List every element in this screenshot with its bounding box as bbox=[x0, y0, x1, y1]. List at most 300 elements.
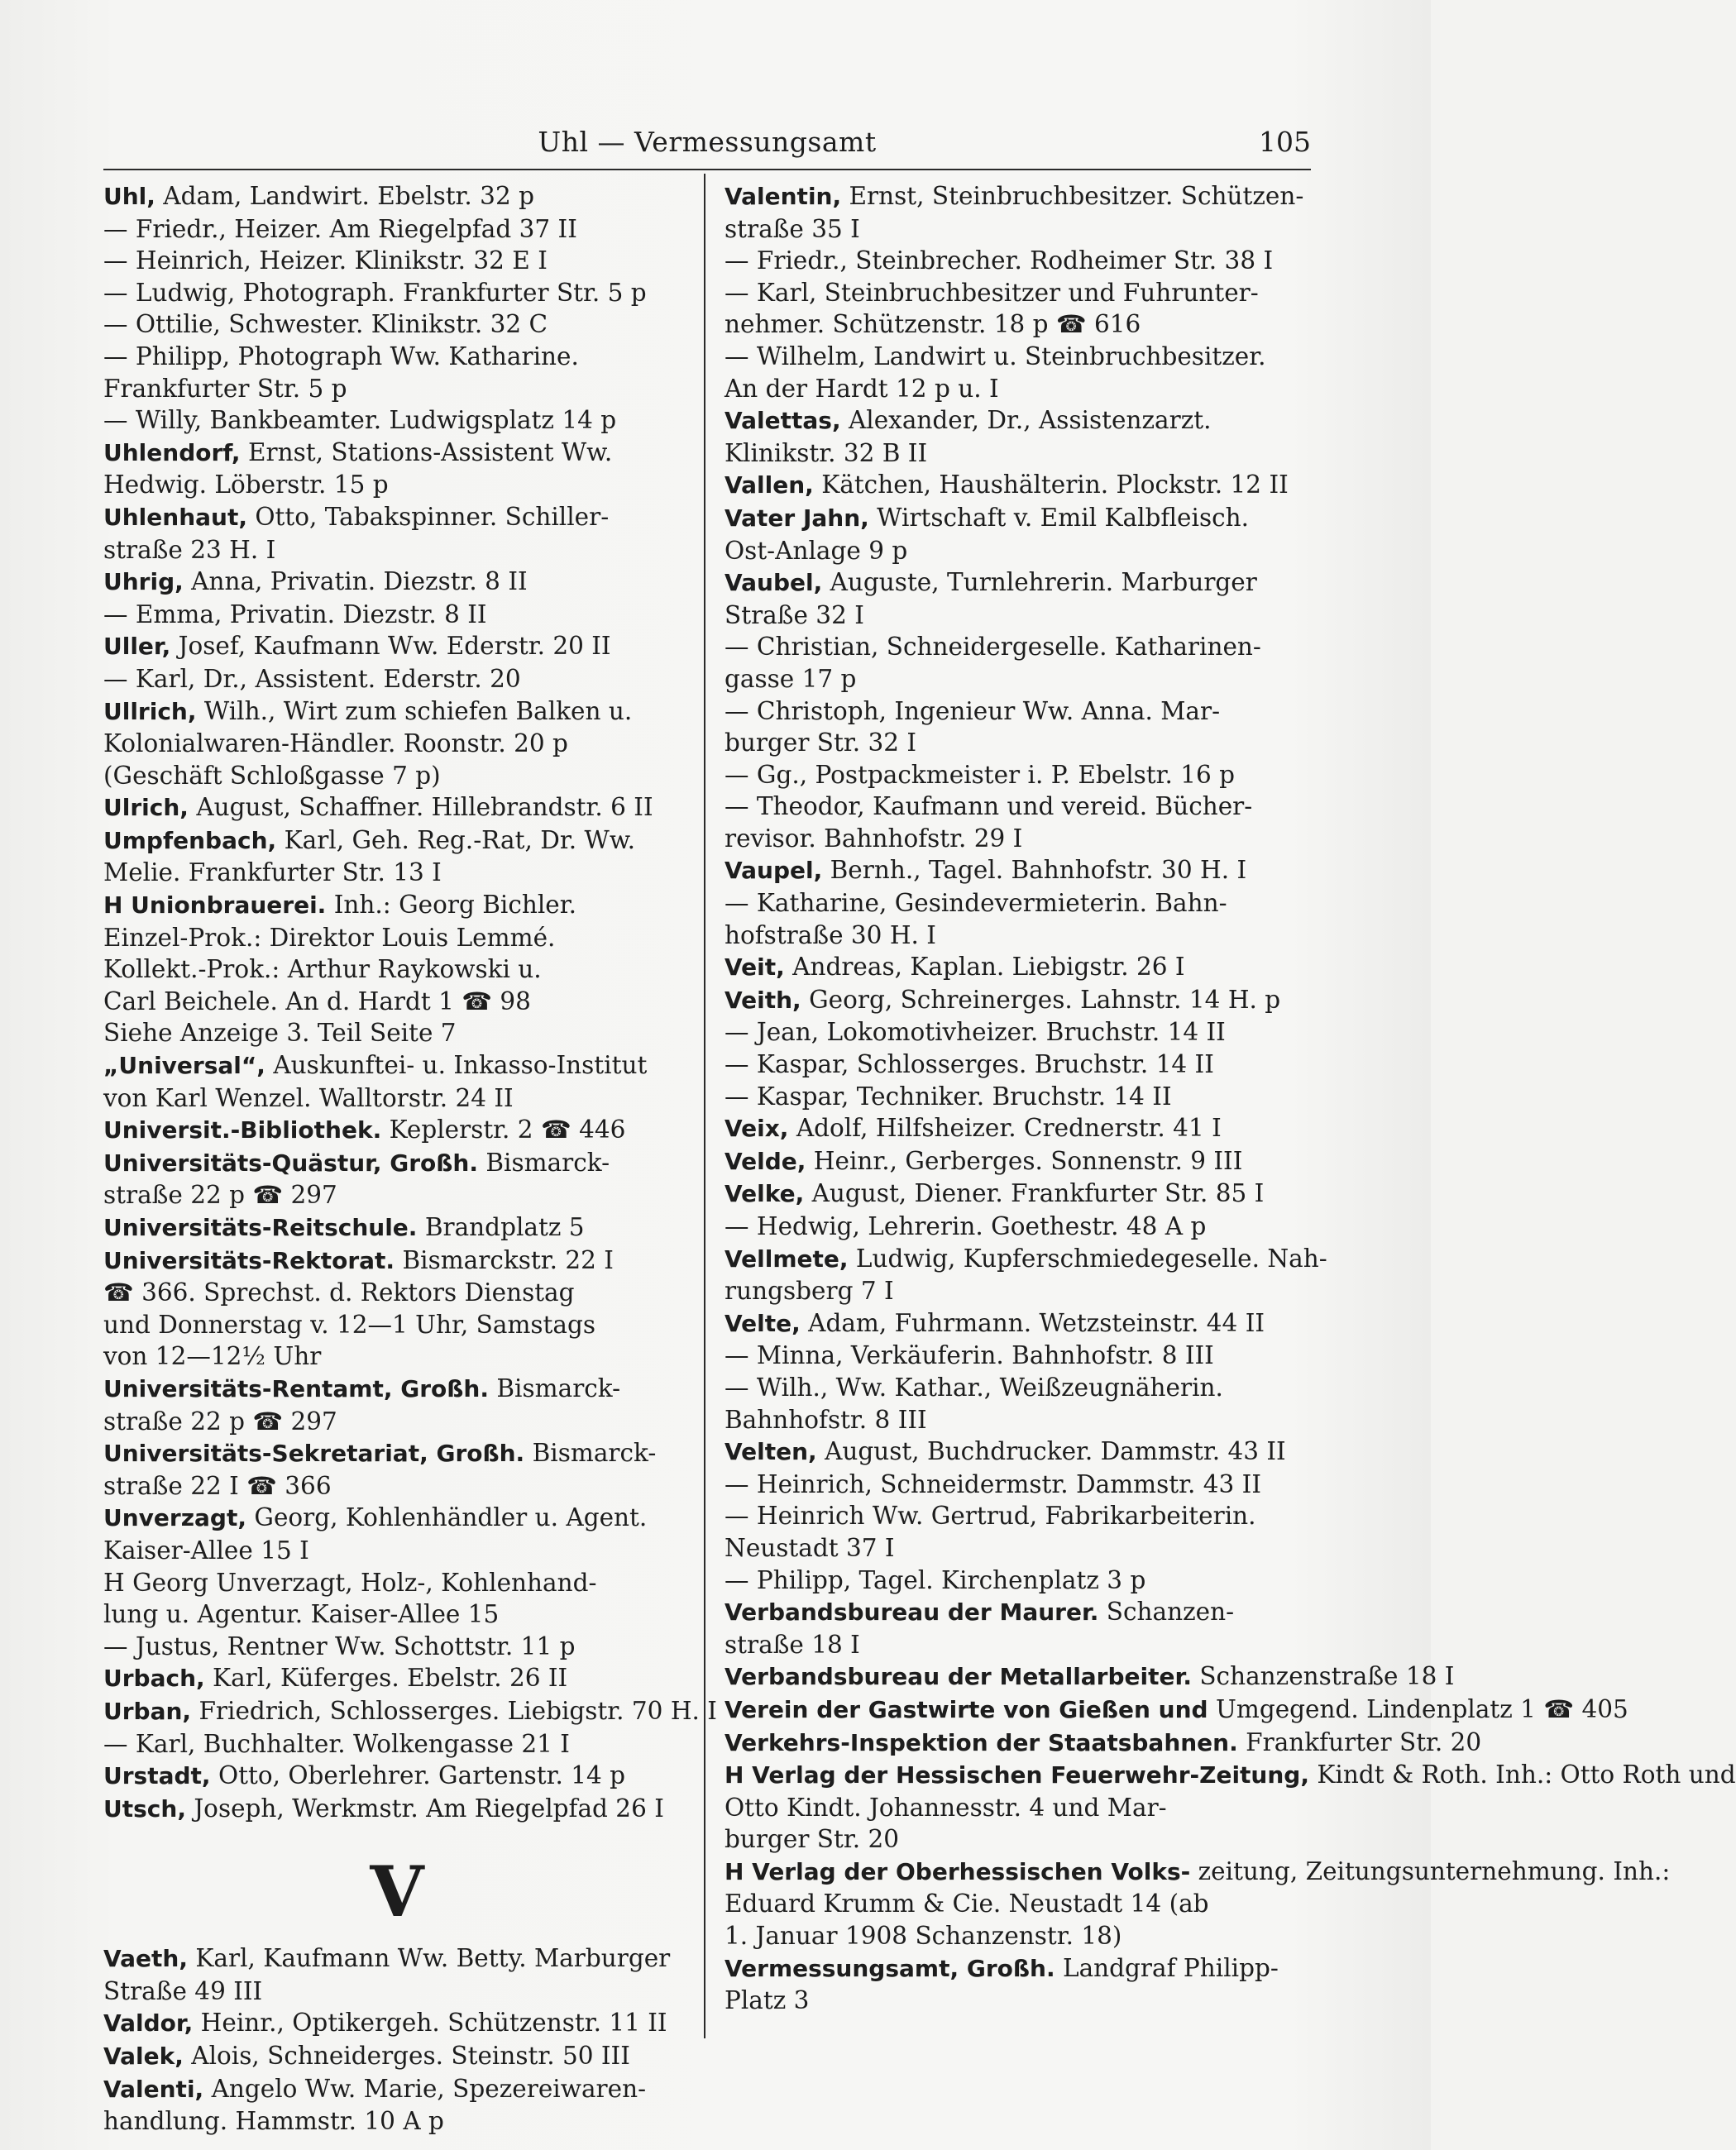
entry-line bbox=[103, 469, 691, 501]
directory-entry bbox=[725, 1211, 1312, 1243]
entry-line bbox=[725, 277, 1312, 309]
entry-text: Eduard Krumm & Cie. Neustadt 14 (ab bbox=[725, 1890, 1209, 1918]
entry-text: Klinikstr. 32 B II bbox=[725, 438, 928, 467]
entry-text: Joseph, Werkmstr. Am Riegelpfad 26 I bbox=[194, 1794, 664, 1823]
entry-text: Otto, Tabakspinner. Schiller- bbox=[255, 502, 610, 531]
entry-text: revisor. Bahnhofstr. 29 I bbox=[725, 824, 1023, 853]
directory-entry bbox=[725, 1243, 1327, 1307]
directory-entry bbox=[725, 1596, 1312, 1660]
entry-text: hofstraße 30 H. I bbox=[725, 920, 936, 949]
entry-line bbox=[103, 1049, 691, 1082]
entry-line bbox=[725, 1596, 1312, 1629]
entry-text: burger Str. 32 I bbox=[725, 729, 917, 757]
entry-line bbox=[725, 404, 1312, 437]
entry-line bbox=[103, 1082, 691, 1115]
directory-entry bbox=[725, 404, 1312, 469]
entry-text: Wirtschaft v. Emil Kalbfleisch. bbox=[877, 503, 1249, 532]
directory-entry bbox=[103, 1567, 691, 1631]
directory-entry bbox=[103, 180, 691, 213]
entry-text: Schanzenstraße 18 I bbox=[1199, 1662, 1455, 1691]
entry-line bbox=[725, 600, 1312, 632]
entry-text: Josef, Kaufmann Ww. Ederstr. 20 II bbox=[178, 632, 611, 661]
entry-name: Ullrich, bbox=[103, 697, 197, 725]
directory-entry bbox=[725, 1016, 1312, 1049]
entry-line bbox=[725, 308, 1312, 341]
directory-entry bbox=[103, 1373, 691, 1437]
entry-text: Ost-Anlage 9 p bbox=[725, 536, 908, 565]
entry-text: Bahnhofstr. 8 III bbox=[725, 1405, 927, 1434]
entry-text: Adam, Fuhrmann. Wetzsteinstr. 44 II bbox=[808, 1308, 1265, 1337]
entry-text: Ernst, Steinbruchbesitzer. Schützen- bbox=[849, 182, 1304, 210]
entry-line bbox=[103, 1211, 691, 1245]
entry-text: straße 22 p ☎ 297 bbox=[103, 1407, 337, 1436]
directory-entry bbox=[103, 791, 691, 824]
page-number: 105 bbox=[1259, 126, 1311, 158]
entry-name: H Verlag der Oberhessischen Volks- bbox=[725, 1857, 1191, 1885]
entry-line bbox=[725, 1952, 1312, 1985]
directory-entry bbox=[103, 2040, 691, 2073]
entry-name: Universit.-Bibliothek. bbox=[103, 1116, 382, 1144]
directory-entry bbox=[725, 1856, 1671, 1952]
entry-text: burger Str. 20 bbox=[725, 1825, 900, 1854]
entry-line bbox=[103, 953, 691, 986]
directory-entry bbox=[103, 566, 691, 599]
entry-line bbox=[725, 373, 1312, 405]
entry-name: Universitäts-Rektorat. bbox=[103, 1246, 395, 1274]
entry-line bbox=[725, 663, 1312, 695]
entry-name: Vallen, bbox=[725, 471, 814, 499]
entry-text: — Ludwig, Photograph. Frankfurter Str. 5 p bbox=[103, 278, 647, 307]
entry-line bbox=[725, 1888, 1312, 1920]
entry-name: Urstadt, bbox=[103, 1762, 211, 1790]
entry-name: Vellmete, bbox=[725, 1245, 849, 1273]
entry-name: Ulrich, bbox=[103, 794, 189, 822]
entry-line bbox=[103, 373, 691, 405]
entry-text: Angelo Ww. Marie, Spezereiwaren- bbox=[211, 2074, 647, 2103]
directory-entry bbox=[725, 1081, 1312, 1113]
entry-name: Universitäts-Quästur, Großh. bbox=[103, 1149, 478, 1177]
entry-line bbox=[725, 984, 1312, 1017]
entry-line bbox=[103, 404, 691, 437]
entry-text: Karl, Kaufmann Ww. Betty. Marburger bbox=[195, 1944, 671, 1973]
entry-line bbox=[725, 1307, 1312, 1340]
entry-line bbox=[725, 566, 1312, 600]
entry-line bbox=[103, 1179, 691, 1211]
entry-line bbox=[103, 1793, 691, 1826]
entry-name: Universitäts-Reitschule. bbox=[103, 1214, 418, 1241]
directory-entry bbox=[725, 1340, 1312, 1372]
page-header bbox=[103, 122, 1311, 170]
entry-line bbox=[103, 277, 691, 309]
entry-line bbox=[725, 535, 1312, 567]
entry-line bbox=[103, 245, 691, 277]
entry-name: Verbandsbureau der Maurer. bbox=[725, 1598, 1099, 1627]
directory-entry bbox=[725, 854, 1312, 887]
directory-entry bbox=[725, 1727, 1482, 1760]
directory-entry bbox=[725, 245, 1312, 277]
entry-line bbox=[725, 1694, 1628, 1727]
entry-text: — Karl, Dr., Assistent. Ederstr. 20 bbox=[103, 664, 521, 693]
entry-text: — Friedr., Heizer. Am Riegelpfad 37 II bbox=[103, 214, 577, 243]
entry-line bbox=[725, 245, 1312, 277]
entry-line bbox=[725, 1340, 1312, 1372]
entry-name: Valdor, bbox=[103, 2009, 194, 2038]
entry-line bbox=[725, 1759, 1736, 1792]
entry-text: Hedwig. Löberstr. 15 p bbox=[103, 471, 389, 499]
entry-text: von 12—12½ Uhr bbox=[103, 1342, 322, 1371]
entry-text: — Karl, Buchhalter. Wolkengasse 21 I bbox=[103, 1729, 570, 1758]
entry-text: — Heinrich, Heizer. Klinikstr. 32 E I bbox=[103, 246, 548, 275]
entry-line bbox=[103, 1277, 691, 1309]
directory-entry bbox=[103, 663, 691, 695]
entry-text: zeitung, Zeitungsunternehmung. Inh.: bbox=[1198, 1856, 1671, 1885]
directory-entry bbox=[103, 1793, 691, 1826]
entry-name: Vaupel, bbox=[725, 857, 823, 885]
directory-entry bbox=[725, 887, 1312, 951]
directory-entry bbox=[103, 341, 691, 404]
entry-line bbox=[103, 824, 691, 858]
entry-line bbox=[725, 1211, 1312, 1243]
directory-entry bbox=[103, 630, 691, 663]
entry-text: 1. Januar 1908 Schanzenstr. 18) bbox=[725, 1922, 1122, 1951]
entry-line bbox=[725, 1565, 1312, 1597]
entry-line bbox=[103, 308, 691, 341]
entry-name: Veix, bbox=[725, 1115, 789, 1143]
entry-line bbox=[725, 341, 1312, 373]
entry-text: — Karl, Steinbruchbesitzer und Fuhrunter- bbox=[725, 278, 1259, 307]
directory-entry bbox=[725, 1372, 1312, 1436]
directory-entry bbox=[725, 1759, 1736, 1856]
directory-entry bbox=[103, 1147, 691, 1211]
entry-name: Valenti, bbox=[103, 2075, 204, 2103]
entry-text: An der Hardt 12 p u. I bbox=[725, 374, 999, 403]
entry-text: Frankfurter Str. 20 bbox=[1246, 1727, 1482, 1756]
directory-entry bbox=[725, 1307, 1312, 1340]
entry-line bbox=[103, 695, 691, 729]
entry-text: August, Schaffner. Hillebrandstr. 6 II bbox=[196, 793, 653, 822]
directory-entry bbox=[725, 1660, 1455, 1694]
entry-text: — Theodor, Kaufmann und vereid. Bücher- bbox=[725, 792, 1253, 821]
entry-text: — Wilh., Ww. Kathar., Weißzeugnäherin. bbox=[725, 1373, 1223, 1402]
entry-text: Karl, Küferges. Ebelstr. 26 II bbox=[213, 1664, 568, 1693]
entry-text: straße 35 I bbox=[725, 214, 860, 243]
entry-text: Kätchen, Haushälterin. Plockstr. 12 II bbox=[821, 471, 1289, 499]
entry-name: Velke, bbox=[725, 1180, 805, 1208]
entry-text: Alexander, Dr., Assistenzarzt. bbox=[848, 406, 1212, 435]
directory-entry bbox=[103, 1049, 691, 1114]
section-letter-heading: V bbox=[370, 1851, 424, 1933]
directory-entry bbox=[103, 1760, 691, 1793]
entry-line bbox=[725, 1049, 1312, 1081]
entry-text: Einzel-Prok.: Direktor Louis Lemmé. bbox=[103, 923, 556, 952]
entry-line bbox=[103, 1662, 691, 1695]
entry-line bbox=[725, 1920, 1312, 1952]
entry-line bbox=[103, 1535, 691, 1567]
entry-line bbox=[725, 631, 1312, 663]
entry-text: straße 22 p ☎ 297 bbox=[103, 1181, 337, 1210]
directory-entry bbox=[725, 1694, 1628, 1727]
entry-line bbox=[103, 1017, 691, 1049]
entry-line bbox=[103, 857, 691, 889]
entry-line bbox=[725, 823, 1312, 855]
entry-line bbox=[725, 1016, 1312, 1049]
entry-line bbox=[725, 1112, 1312, 1145]
entry-text: — Willy, Bankbeamter. Ludwigsplatz 14 p bbox=[103, 406, 617, 435]
entry-text: — Gg., Postpackmeister i. P. Ebelstr. 16 p bbox=[725, 760, 1236, 789]
directory-entry bbox=[103, 277, 691, 309]
entry-name: Universitäts-Sekretariat, Großh. bbox=[103, 1440, 525, 1468]
entry-line bbox=[725, 1275, 1312, 1307]
entry-name: Vater Jahn, bbox=[725, 504, 869, 532]
entry-text: — Ottilie, Schwester. Klinikstr. 32 C bbox=[103, 310, 548, 339]
entry-line bbox=[103, 1631, 691, 1663]
directory-entry bbox=[103, 1502, 691, 1566]
entry-line bbox=[103, 663, 691, 695]
entry-text: — Heinrich Ww. Gertrud, Fabrikarbeiterin. bbox=[725, 1502, 1256, 1531]
entry-line bbox=[725, 1404, 1312, 1436]
entry-name: Velde, bbox=[725, 1147, 806, 1175]
entry-line bbox=[725, 1532, 1312, 1565]
entry-name: H Unionbrauerei. bbox=[103, 891, 327, 920]
entry-text: — Heinrich, Schneidermstr. Dammstr. 43 II bbox=[725, 1469, 1261, 1498]
entry-line bbox=[103, 1942, 691, 1976]
entry-name: H Verlag der Hessischen Feuerwehr-Zeitung, bbox=[725, 1761, 1309, 1789]
entry-text: Friedrich, Schlosserges. Liebigstr. 70 H. I bbox=[198, 1696, 717, 1725]
entry-line bbox=[103, 213, 691, 246]
entry-text: Ludwig, Kupferschmiedegeselle. Nah- bbox=[855, 1244, 1327, 1273]
directory-entry bbox=[725, 1500, 1312, 1564]
entry-text: von Karl Wenzel. Walltorstr. 24 II bbox=[103, 1083, 514, 1112]
entry-line bbox=[103, 2040, 691, 2073]
entry-text: Alois, Schneiderges. Steinstr. 50 III bbox=[191, 2042, 630, 2071]
directory-entry bbox=[103, 1728, 691, 1761]
entry-text: — Christian, Schneidergeselle. Katharinen- bbox=[725, 633, 1261, 662]
entry-text: — Katharine, Gesindevermieterin. Bahn- bbox=[725, 889, 1227, 918]
entry-line bbox=[725, 695, 1312, 728]
entry-line bbox=[103, 986, 691, 1018]
entry-line bbox=[103, 501, 691, 534]
entry-text: Melie. Frankfurter Str. 13 I bbox=[103, 858, 442, 887]
entry-line bbox=[103, 2105, 691, 2138]
directory-entry bbox=[103, 501, 691, 566]
entry-text: Umgegend. Lindenplatz 1 ☎ 405 bbox=[1215, 1694, 1628, 1723]
entry-text: Otto, Oberlehrer. Gartenstr. 14 p bbox=[218, 1761, 626, 1790]
directory-entry bbox=[725, 1178, 1312, 1211]
entry-line bbox=[103, 341, 691, 373]
entry-text: — Philipp, Tagel. Kirchenplatz 3 p bbox=[725, 1565, 1146, 1594]
entry-text: Kindt & Roth. Inh.: Otto Roth und bbox=[1317, 1761, 1736, 1789]
directory-entry bbox=[725, 277, 1312, 341]
entry-text: Bernh., Tagel. Bahnhofstr. 30 H. I bbox=[830, 856, 1247, 885]
entry-line bbox=[725, 759, 1312, 791]
directory-entry bbox=[725, 1145, 1312, 1178]
entry-text: straße 22 I ☎ 366 bbox=[103, 1471, 332, 1500]
entry-text: Heinr., Gerberges. Sonnenstr. 9 III bbox=[813, 1146, 1243, 1175]
entry-line bbox=[103, 1502, 691, 1535]
entry-name: Uhl, bbox=[103, 183, 155, 210]
entry-name: „Universal“, bbox=[103, 1052, 265, 1080]
entry-text: Brandplatz 5 bbox=[424, 1213, 585, 1241]
entry-text: Heinr., Optikergeh. Schützenstr. 11 II bbox=[200, 2009, 667, 2038]
entry-line bbox=[725, 469, 1312, 502]
entry-name: Valek, bbox=[103, 2042, 184, 2071]
entry-name: Umpfenbach, bbox=[103, 826, 277, 854]
entry-text: — Wilhelm, Landwirt u. Steinbruchbesitzer. bbox=[725, 342, 1266, 370]
entry-line bbox=[103, 566, 691, 599]
entry-text: Bismarck- bbox=[532, 1439, 657, 1468]
directory-entry bbox=[103, 1245, 691, 1373]
entry-text: — Kaspar, Schlosserges. Bruchstr. 14 II bbox=[725, 1050, 1214, 1079]
entry-line bbox=[103, 922, 691, 954]
entry-name: Uhrig, bbox=[103, 568, 184, 596]
entry-text: Georg, Schreinerges. Lahnstr. 14 H. p bbox=[809, 985, 1281, 1014]
directory-entry bbox=[103, 437, 691, 501]
directory-entry bbox=[103, 1017, 691, 1049]
entry-line bbox=[725, 1856, 1671, 1889]
directory-entry bbox=[725, 1436, 1312, 1469]
entry-text: — Emma, Privatin. Diezstr. 8 II bbox=[103, 600, 487, 628]
entry-name: Veith, bbox=[725, 986, 801, 1014]
entry-line bbox=[103, 889, 691, 922]
column-divider bbox=[704, 174, 705, 2038]
entry-line bbox=[103, 1598, 691, 1631]
entry-name: Veit, bbox=[725, 953, 785, 982]
entry-text: rungsberg 7 I bbox=[725, 1277, 894, 1306]
entry-line bbox=[725, 1727, 1482, 1760]
entry-text: straße 23 H. I bbox=[103, 535, 276, 564]
directory-entry bbox=[103, 2073, 691, 2138]
directory-entry bbox=[725, 1565, 1312, 1597]
entry-line bbox=[103, 1373, 691, 1406]
entry-text: Adam, Landwirt. Ebelstr. 32 p bbox=[163, 182, 534, 210]
entry-name: Vermessungsamt, Großh. bbox=[725, 1954, 1055, 1982]
entry-text: handlung. Hammstr. 10 A p bbox=[103, 2107, 444, 2136]
directory-entry bbox=[725, 566, 1312, 631]
entry-name: Verein der Gastwirte von Gießen und bbox=[725, 1695, 1208, 1723]
entry-text: Kollekt.-Prok.: Arthur Raykowski u. bbox=[103, 955, 542, 984]
entry-text: Kaiser-Allee 15 I bbox=[103, 1536, 309, 1565]
entry-text: Ernst, Stations-Assistent Ww. bbox=[247, 437, 613, 466]
directory-entry bbox=[103, 308, 691, 341]
entry-text: Schanzen- bbox=[1106, 1598, 1235, 1627]
entry-line bbox=[725, 854, 1312, 887]
entry-text: Wilh., Wirt zum schiefen Balken u. bbox=[203, 696, 633, 725]
entry-text: Bismarck- bbox=[485, 1148, 610, 1177]
entry-text: Adolf, Hilfsheizer. Crednerstr. 41 I bbox=[796, 1114, 1222, 1143]
entry-line bbox=[725, 887, 1312, 920]
directory-entry bbox=[103, 404, 691, 437]
entry-line bbox=[725, 1500, 1312, 1532]
entry-text: ☎ 366. Sprechst. d. Rektors Dienstag bbox=[103, 1278, 575, 1307]
entry-text: Karl, Geh. Reg.-Rat, Dr. Ww. bbox=[284, 825, 635, 854]
directory-entry bbox=[725, 695, 1312, 759]
directory-entry bbox=[725, 951, 1312, 984]
entry-line bbox=[725, 1792, 1312, 1824]
directory-entry bbox=[725, 1469, 1312, 1501]
directory-entry bbox=[103, 2007, 691, 2040]
entry-name: Uller, bbox=[103, 633, 171, 661]
entry-line bbox=[103, 1976, 691, 2008]
entry-text: Frankfurter Str. 5 p bbox=[103, 374, 347, 403]
directory-entry bbox=[725, 791, 1312, 854]
entry-text: Bismarck- bbox=[496, 1374, 621, 1402]
entry-line bbox=[103, 1245, 691, 1278]
directory-entry bbox=[103, 1695, 717, 1728]
entry-line bbox=[103, 1470, 691, 1503]
directory-entry bbox=[103, 695, 691, 792]
entry-text: Landgraf Philipp- bbox=[1062, 1953, 1279, 1982]
entry-line bbox=[103, 1437, 691, 1470]
directory-entry bbox=[103, 1662, 691, 1695]
entry-text: H Georg Unverzagt, Holz-, Kohlenhand- bbox=[103, 1568, 597, 1597]
entry-line bbox=[103, 599, 691, 631]
entry-line bbox=[725, 1081, 1312, 1113]
entry-name: Vaeth, bbox=[103, 1945, 188, 1973]
entry-text: — Friedr., Steinbrecher. Rodheimer Str. 38 I bbox=[725, 246, 1274, 275]
directory-entry bbox=[725, 1112, 1312, 1145]
entry-name: Universitäts-Rentamt, Großh. bbox=[103, 1374, 489, 1402]
entry-text: (Geschäft Schloßgasse 7 p) bbox=[103, 761, 441, 790]
entry-line bbox=[725, 727, 1312, 759]
entry-line bbox=[725, 213, 1312, 246]
entry-text: — Christoph, Ingenieur Ww. Anna. Mar- bbox=[725, 696, 1221, 725]
entry-text: straße 18 I bbox=[725, 1630, 860, 1659]
directory-entry bbox=[725, 469, 1312, 502]
entry-text: Straße 32 I bbox=[725, 600, 864, 629]
entry-text: nehmer. Schützenstr. 18 p ☎ 616 bbox=[725, 310, 1141, 339]
entry-text: — Minna, Verkäuferin. Bahnhofstr. 8 III bbox=[725, 1341, 1214, 1370]
entry-text: Kolonialwaren-Händler. Roonstr. 20 p bbox=[103, 729, 568, 758]
entry-line bbox=[103, 437, 691, 470]
entry-text: — Kaspar, Techniker. Bruchstr. 14 II bbox=[725, 1082, 1172, 1111]
entry-line bbox=[103, 791, 691, 824]
right-column bbox=[725, 180, 1736, 2017]
entry-line bbox=[103, 2073, 691, 2106]
entry-line bbox=[103, 1147, 691, 1180]
entry-line bbox=[103, 1340, 691, 1373]
directory-entry bbox=[103, 599, 691, 631]
directory-entry bbox=[725, 502, 1312, 566]
left-column bbox=[103, 180, 717, 2138]
directory-entry bbox=[103, 213, 691, 246]
entry-line bbox=[103, 1728, 691, 1761]
entry-text: Georg, Kohlenhändler u. Agent. bbox=[254, 1503, 648, 1532]
entry-line bbox=[103, 728, 691, 760]
entry-line bbox=[103, 1114, 691, 1147]
entry-text: Andreas, Kaplan. Liebigstr. 26 I bbox=[792, 953, 1185, 982]
entry-line bbox=[725, 1629, 1312, 1661]
entry-name: Utsch, bbox=[103, 1794, 186, 1823]
directory-entry bbox=[103, 824, 691, 889]
entry-line bbox=[725, 1823, 1312, 1856]
entry-name: Uhlendorf, bbox=[103, 438, 241, 466]
entry-text: — Hedwig, Lehrerin. Goethestr. 48 A p bbox=[725, 1212, 1207, 1240]
entry-text: August, Buchdrucker. Dammstr. 43 II bbox=[825, 1437, 1286, 1466]
entry-line bbox=[103, 1309, 691, 1341]
entry-text: gasse 17 p bbox=[725, 664, 857, 693]
entry-line bbox=[725, 1469, 1312, 1501]
entry-text: — Philipp, Photograph Ww. Katharine. bbox=[103, 342, 579, 370]
directory-entry bbox=[725, 1049, 1312, 1081]
entry-name: Verkehrs-Inspektion der Staatsbahnen. bbox=[725, 1728, 1238, 1756]
entry-text: — Justus, Rentner Ww. Schottstr. 11 p bbox=[103, 1632, 576, 1660]
entry-line bbox=[103, 2007, 691, 2040]
entry-line bbox=[725, 1372, 1312, 1404]
directory-entry bbox=[103, 1631, 691, 1663]
entry-text: und Donnerstag v. 12—1 Uhr, Samstags bbox=[103, 1310, 596, 1339]
entry-line bbox=[103, 1760, 691, 1793]
entry-line bbox=[103, 630, 691, 663]
